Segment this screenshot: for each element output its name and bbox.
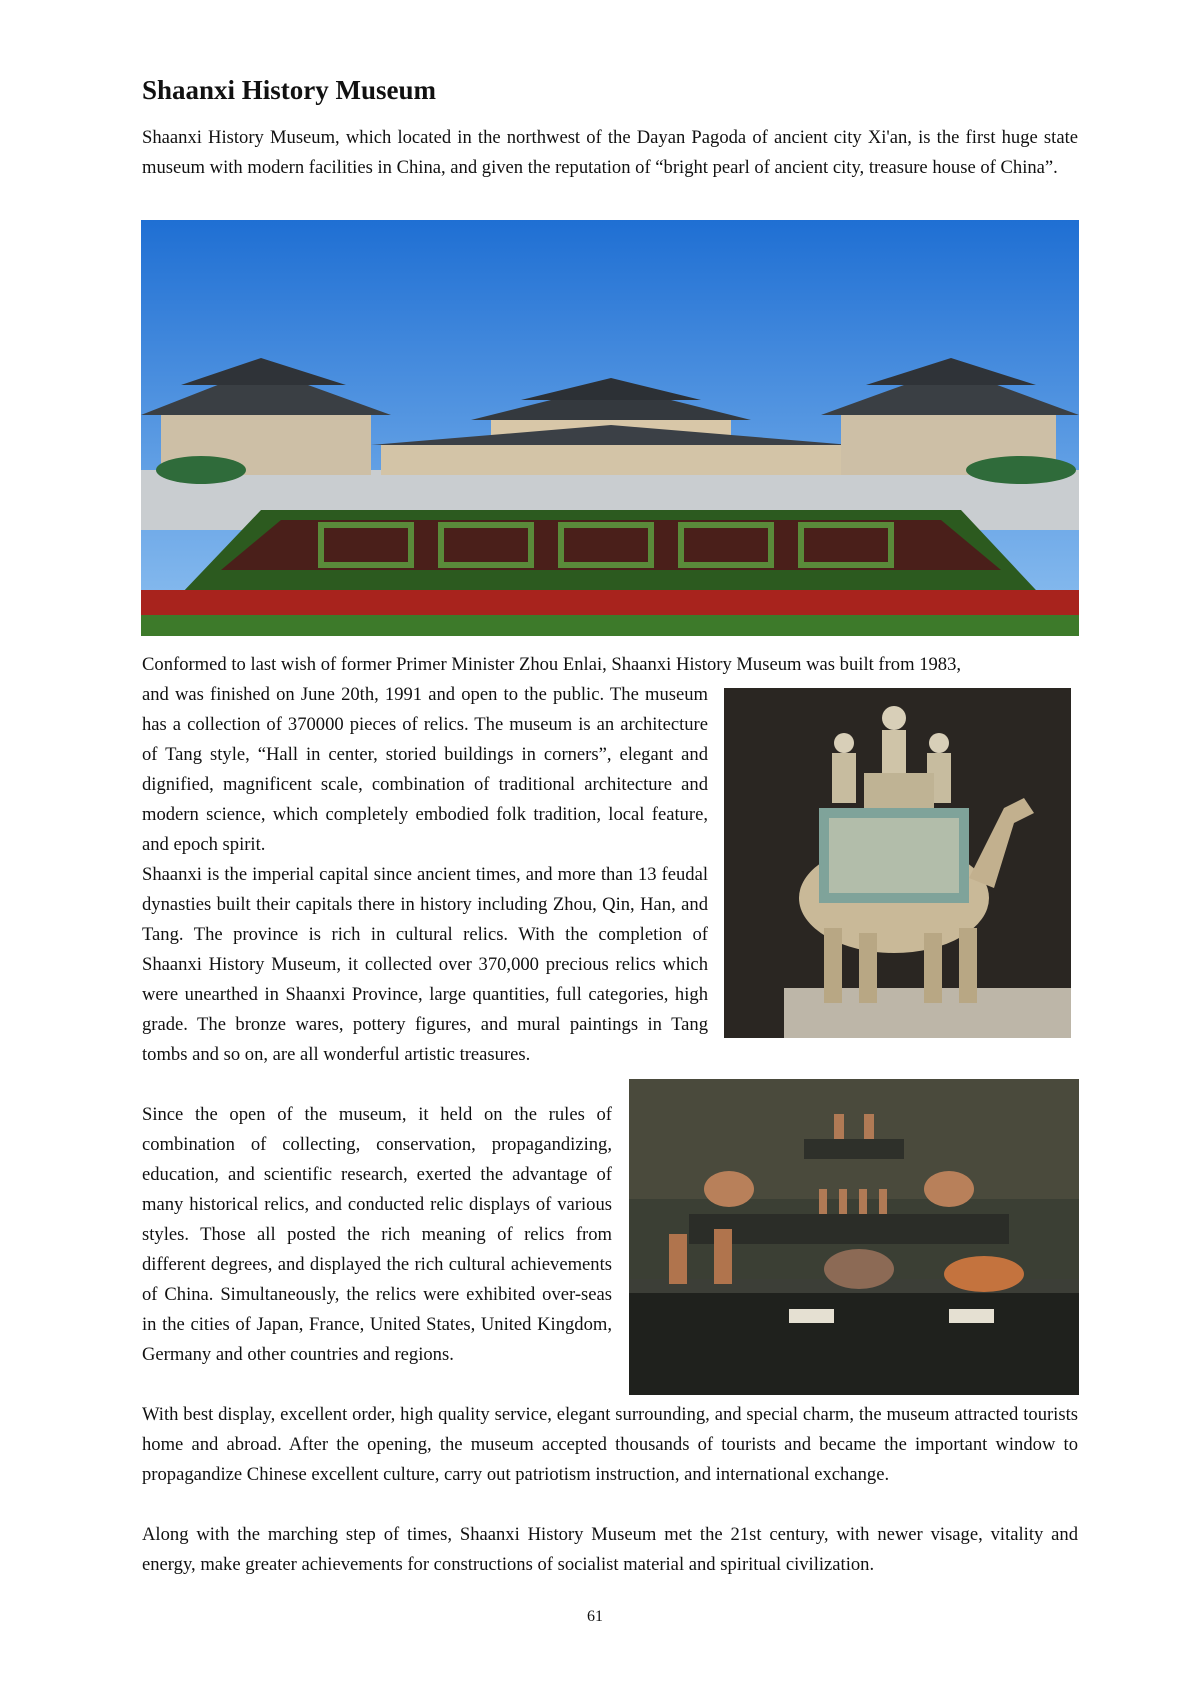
exhibitions-paragraph: Since the open of the museum, it held on the rules of combination of collecting, conservation, propagandizing, education, and scientific research, exerted the advantage of many historical relics, and conducted relic displays of various styles. Those all posted the rich meaning of relics from different degrees, and displayed the rich cultural achievements of China. Simultaneously, the relics were exhibited over-seas in the cities of Japan, France, United States, United Kingdom, Germany and other countries and regions. [142,1104,612,1365]
closing-paragraph: Along with the marching step of times, Shaanxi History Museum met the 21st century, with newer visage, vitality and energy, make greater achievements for constructions of socialist material and spiritual civilization. [142,1524,1078,1575]
history-paragraph: and was finished on June 20th, 1991 and open to the public. The museum has a collection of 370000 pieces of relics. The museum is an architecture of Tang style, “Hall in center, storied buildings in corners”, elegant and dignified, magnificent scale, combination of traditional architecture and modern science, which completely embodied folk tradition, local feature, and epoch spirit. [142,684,708,855]
history-paragraph-line1: Conformed to last wish of former Primer Minister Zhou Enlai, Shaanxi History Museum was built from 1983, [142,654,962,675]
intro-paragraph: Shaanxi History Museum, which located in the northwest of the Dayan Pagoda of ancient city Xi'an, is the first huge state museum with modern facilities in China, and given the reputation of “bright pearl of ancient city, treasure house of China”. [142,127,1078,178]
relics-paragraph: Shaanxi is the imperial capital since ancient times, and more than 13 feudal dynasties built their capitals there in history including Zhou, Qin, Han, and Tang. The province is rich in cultural relics. With the completion of Shaanxi History Museum, it collected over 370,000 precious relics which were unearthed in Shaanxi Province, large quantities, full categories, high grade. The bronze wares, pottery figures, and mural paintings in Tang tombs and so on, are all wonderful artistic treasures. [142,864,708,1065]
museum-exterior-photo [141,220,1079,636]
page-number: 61 [587,1608,603,1625]
page-title: Shaanxi History Museum [142,75,437,105]
pottery-figures-photo [629,1079,1079,1395]
tourism-paragraph: With best display, excellent order, high quality service, elegant surrounding, and special charm, the museum attracted tourists home and abroad. After the opening, the museum accepted thousands of tourists and became the important window to propagandize Chinese excellent culture, carry out patriotism instruction, and international exchange. [142,1404,1078,1485]
camel-figurine-photo [724,688,1071,1038]
